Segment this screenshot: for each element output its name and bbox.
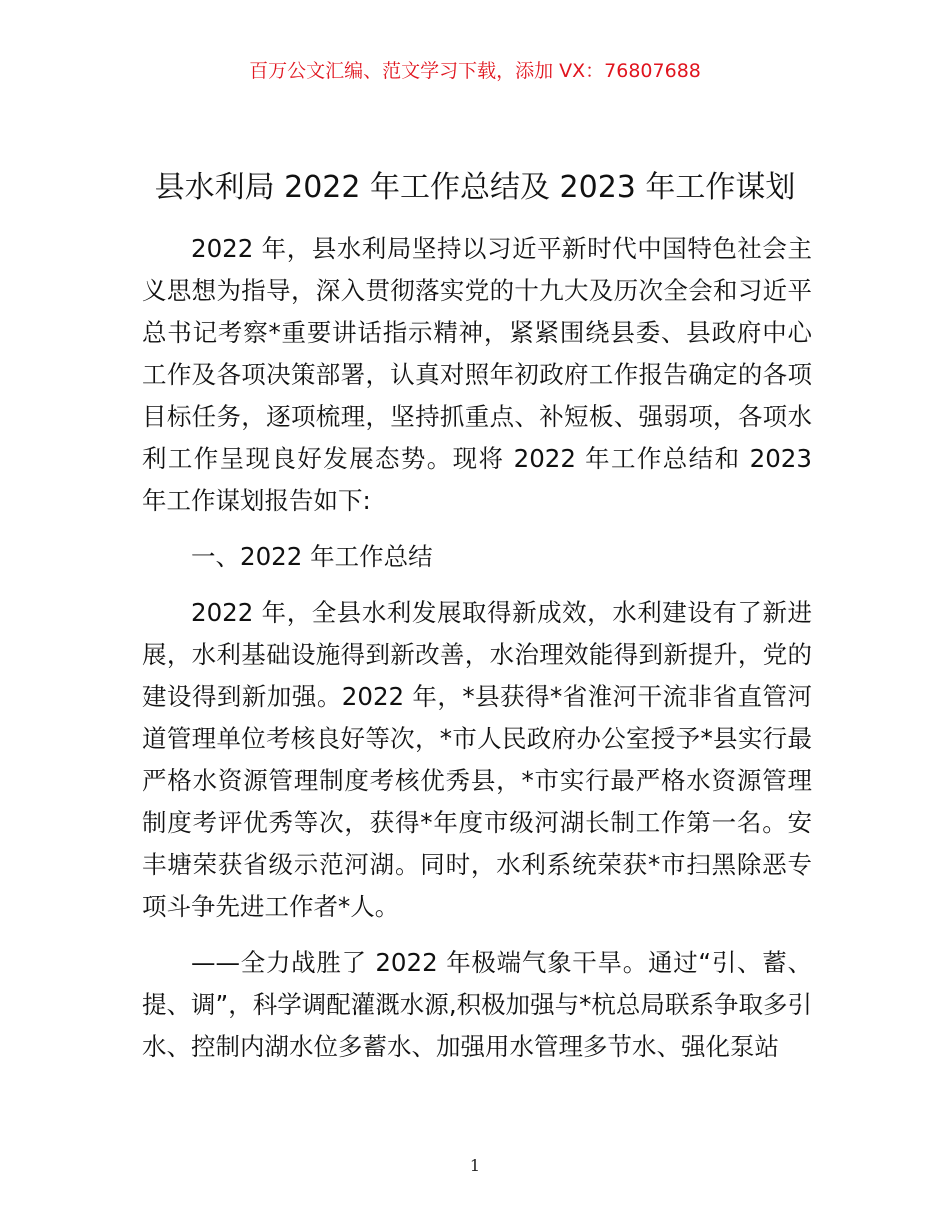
summary-paragraph: 2022 年，全县水利发展取得新成效，水利建设有了新进展，水利基础设施得到新改善，水治理效能得到新提升，党的建设得到新加强。2022 年，*县获得*省淮河干流非省直管河道管理单位考核良好等次，*市人民政府办公室授予*县实行最严格水资源管理制度考核优秀县，*市实行最严格水资源管理制度考评优秀等次，获得*年度市级河湖长制工作第一名。安丰塘荣获省级示范河湖。同时，水利系统荣获*市扫黑除恶专项斗争先进工作者*人。: [142, 598, 812, 921]
header-watermark-note: 百万公文汇编、范文学习下载，添加 VX：76807688: [249, 60, 701, 82]
drought-paragraph: ——全力战胜了 2022 年极端气象干旱。通过“引、蓄、提、调”，科学调配灌溉水源,积极加强与*杭总局联系争取多引水、控制内湖水位多蓄水、加强用水管理多节水、强化泵站: [142, 948, 812, 1061]
document-body: [142, 228, 812, 1082]
page-number: 1: [469, 1156, 481, 1175]
section-heading: 一、2022 年工作总结: [191, 542, 433, 571]
document-title: 县水利局 2022 年工作总结及 2023 年工作谋划: [154, 170, 796, 205]
intro-paragraph: 2022 年，县水利局坚持以习近平新时代中国特色社会主义思想为指导，深入贯彻落实党的十九大及历次全会和习近平总书记考察*重要讲话指示精神，紧紧围绕县委、县政府中心工作及各项决策部署，认真对照年初政府工作报告确定的各项目标任务，逐项梳理，坚持抓重点、补短板、强弱项，各项水利工作呈现良好发展态势。现将 2022 年工作总结和 2023 年工作谋划报告如下:: [142, 234, 812, 515]
